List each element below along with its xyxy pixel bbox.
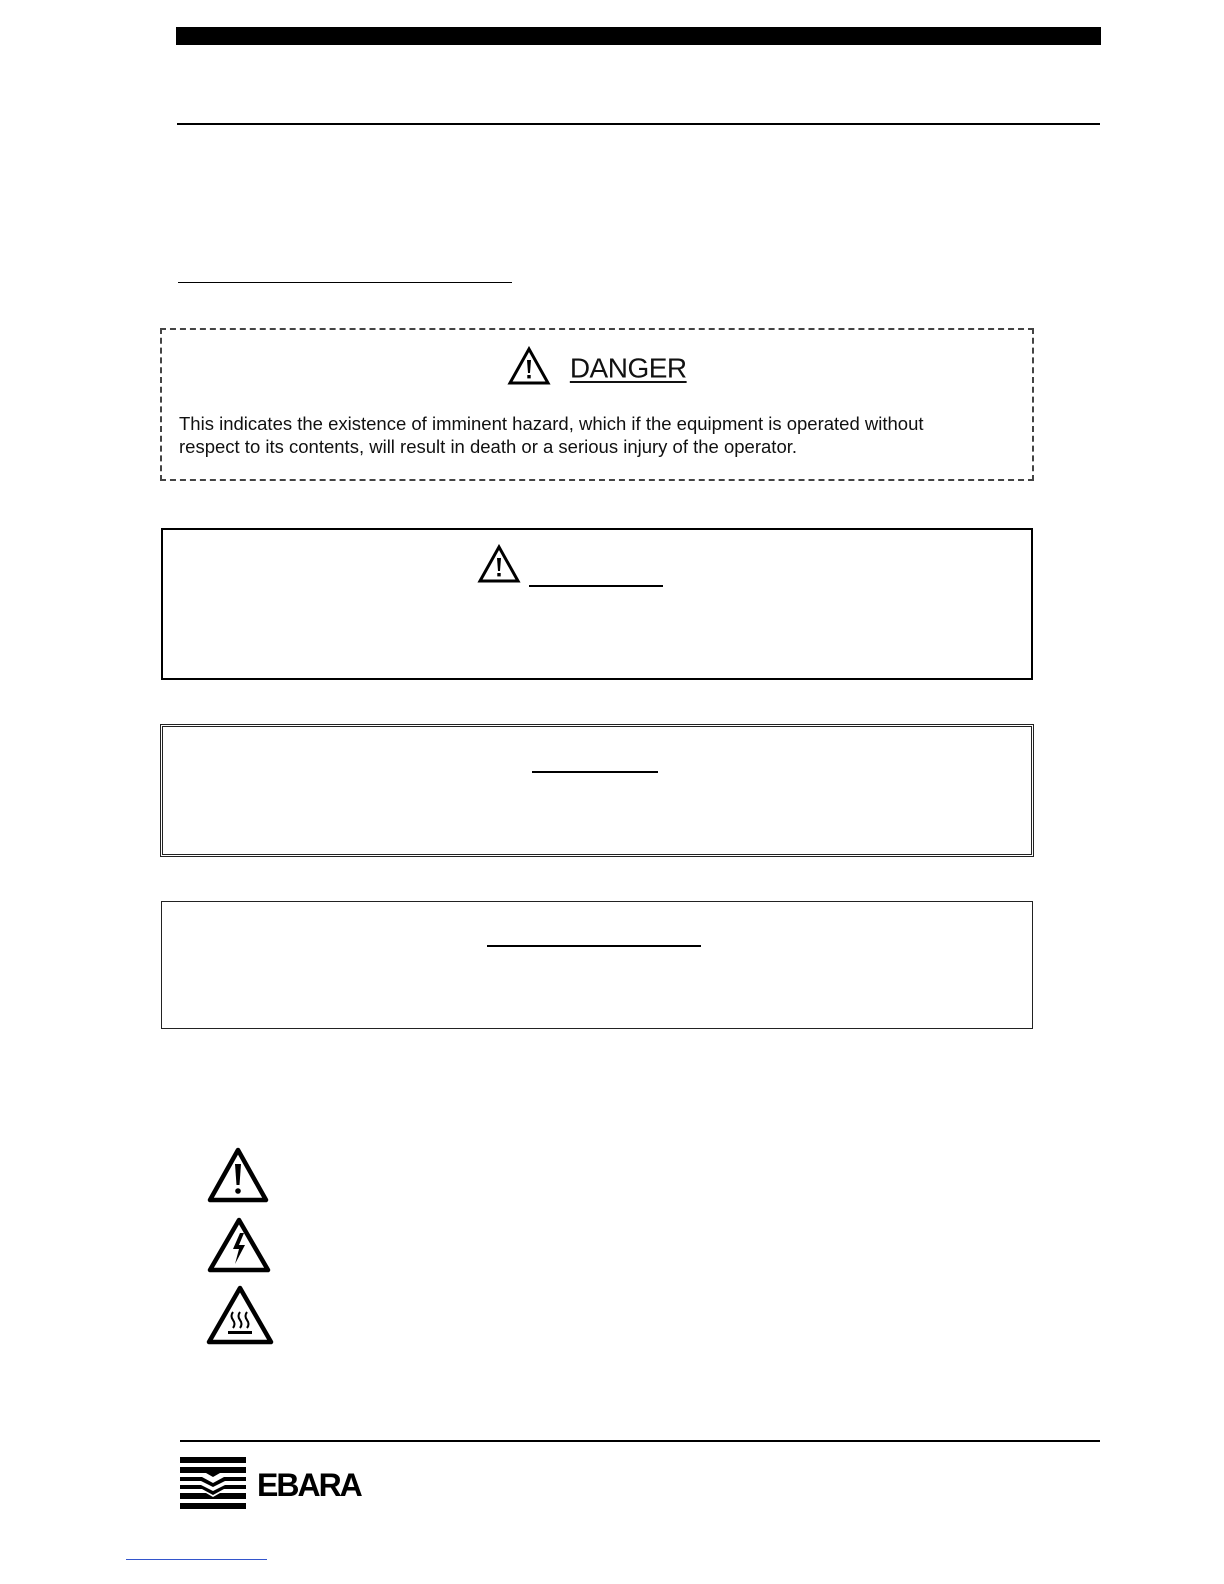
caution-box xyxy=(160,724,1034,857)
header-bar xyxy=(176,27,1101,45)
danger-text-line-1: This indicates the existence of imminent hazard, which if the equipment is operated without xyxy=(179,413,924,434)
hot-surface-warning-icon xyxy=(205,1284,275,1351)
danger-box xyxy=(160,328,1034,481)
bottom-link-rule xyxy=(126,1559,267,1560)
ebara-logo-icon xyxy=(180,1457,246,1509)
danger-title xyxy=(162,346,1032,391)
danger-text-line-2: respect to its contents, will result in death or a serious injury of the operator. xyxy=(179,436,798,457)
notice-title-underline xyxy=(487,945,701,947)
danger-description xyxy=(179,412,999,458)
caution-title-underline xyxy=(532,771,658,773)
notice-box xyxy=(161,901,1033,1029)
general-warning-icon xyxy=(206,1146,270,1209)
warning-box xyxy=(161,528,1033,680)
warning-title-underline xyxy=(529,585,663,587)
brand-name: EBARA xyxy=(257,1467,361,1503)
header-rule xyxy=(177,123,1100,125)
warning-triangle-icon xyxy=(507,346,551,391)
danger-signal-word: DANGER xyxy=(569,352,687,384)
section-rule xyxy=(178,282,512,283)
warning-triangle-icon xyxy=(477,544,521,589)
footer-rule xyxy=(180,1440,1100,1442)
electric-shock-warning-icon xyxy=(206,1216,272,1279)
